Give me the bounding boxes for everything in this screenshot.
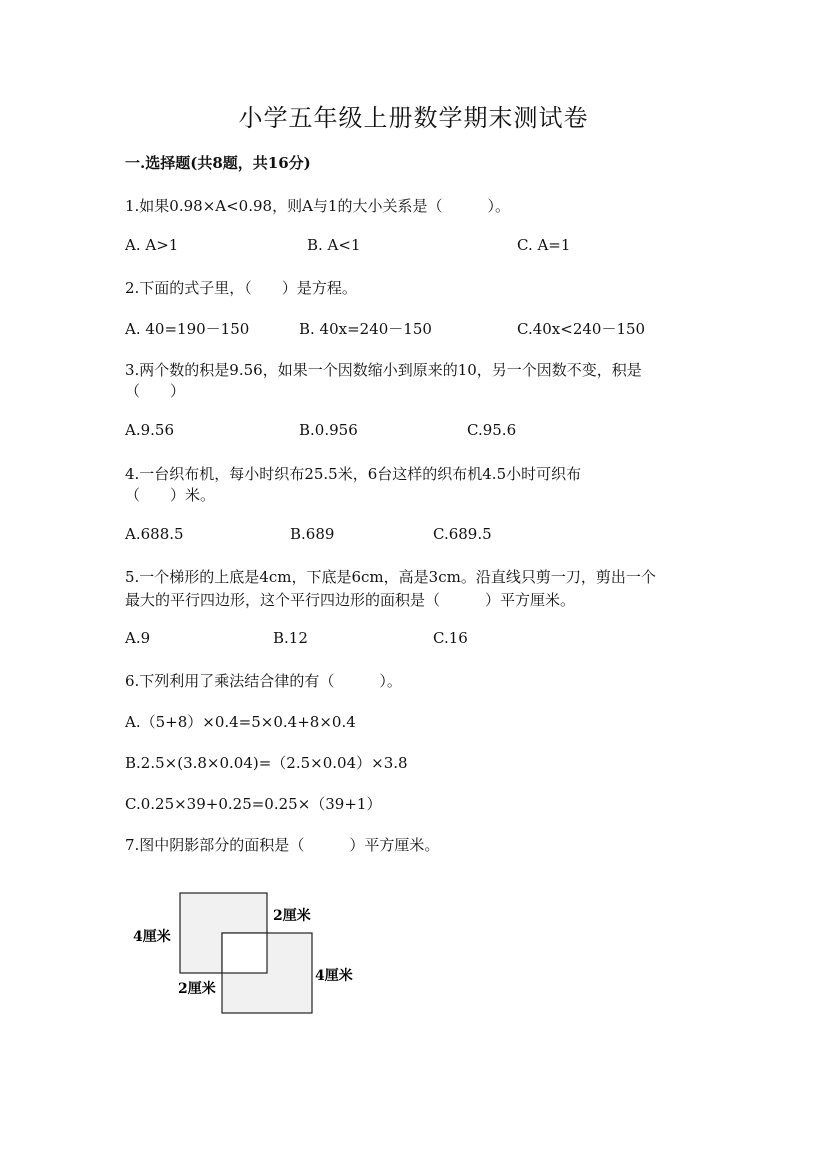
question-6-stem: 6.下列利用了乘法结合律的有（ ）。 [125, 672, 402, 690]
question-1-option-b: B. A<1 [307, 236, 361, 254]
question-3-option-c: C.95.6 [467, 421, 517, 439]
question-4-option-c: C.689.5 [433, 525, 492, 543]
question-3-stem-line2: （ ） [125, 382, 186, 400]
question-5-option-c: C.16 [433, 629, 468, 647]
question-6-option-c: C.0.25×39+0.25=0.25×（39+1） [125, 795, 382, 813]
question-5-option-b: B.12 [273, 629, 308, 647]
question-1-option-a: A. A>1 [125, 236, 179, 254]
label-top-overlap: 2厘米 [273, 908, 311, 924]
label-right-side: 4厘米 [315, 968, 353, 984]
question-4-stem-line2: （ ）米。 [125, 486, 216, 504]
label-left-side: 4厘米 [133, 929, 171, 945]
overlap-region [222, 933, 267, 973]
question-6-option-b: B.2.5×(3.8×0.04)=（2.5×0.04）×3.8 [125, 754, 408, 772]
question-1-stem: 1.如果0.98×A<0.98，则A与1的大小关系是（ ）。 [125, 197, 510, 215]
label-bottom-overlap: 2厘米 [178, 981, 216, 997]
question-3-option-a: A.9.56 [125, 421, 174, 439]
question-2-option-b: B. 40x=240－150 [299, 320, 432, 338]
question-6-option-a: A.（5+8）×0.4=5×0.4+8×0.4 [125, 713, 356, 731]
section-heading: 一.选择题(共8题，共16分) [125, 154, 311, 172]
page-title: 小学五年级上册数学期末测试卷 [238, 104, 589, 132]
question-2-option-c: C.40x<240－150 [517, 320, 646, 338]
overlapping-squares-figure [125, 880, 385, 1030]
question-5-stem: 5.一个梯形的上底是4cm，下底是6cm，高是3cm。沿直线只剪一刀，剪出一个 [125, 568, 656, 586]
question-1-option-c: C. A=1 [517, 236, 571, 254]
question-4-stem: 4.一台织布机，每小时织布25.5米，6台这样的织布机4.5小时可织布 [125, 465, 582, 483]
question-7-stem: 7.图中阴影部分的面积是（ ）平方厘米。 [125, 836, 440, 854]
question-5-stem-line2: 最大的平行四边形，这个平行四边形的面积是（ ）平方厘米。 [125, 591, 576, 609]
question-5-option-a: A.9 [125, 629, 151, 647]
question-2-stem: 2.下面的式子里，（ ）是方程。 [125, 279, 357, 297]
question-3-option-b: B.0.956 [299, 421, 358, 439]
question-4-option-b: B.689 [290, 525, 335, 543]
question-3-stem: 3.两个数的积是9.56，如果一个因数缩小到原来的10，另一个因数不变，积是 [125, 361, 642, 379]
question-4-option-a: A.688.5 [125, 525, 184, 543]
question-2-option-a: A. 40=190－150 [125, 320, 250, 338]
